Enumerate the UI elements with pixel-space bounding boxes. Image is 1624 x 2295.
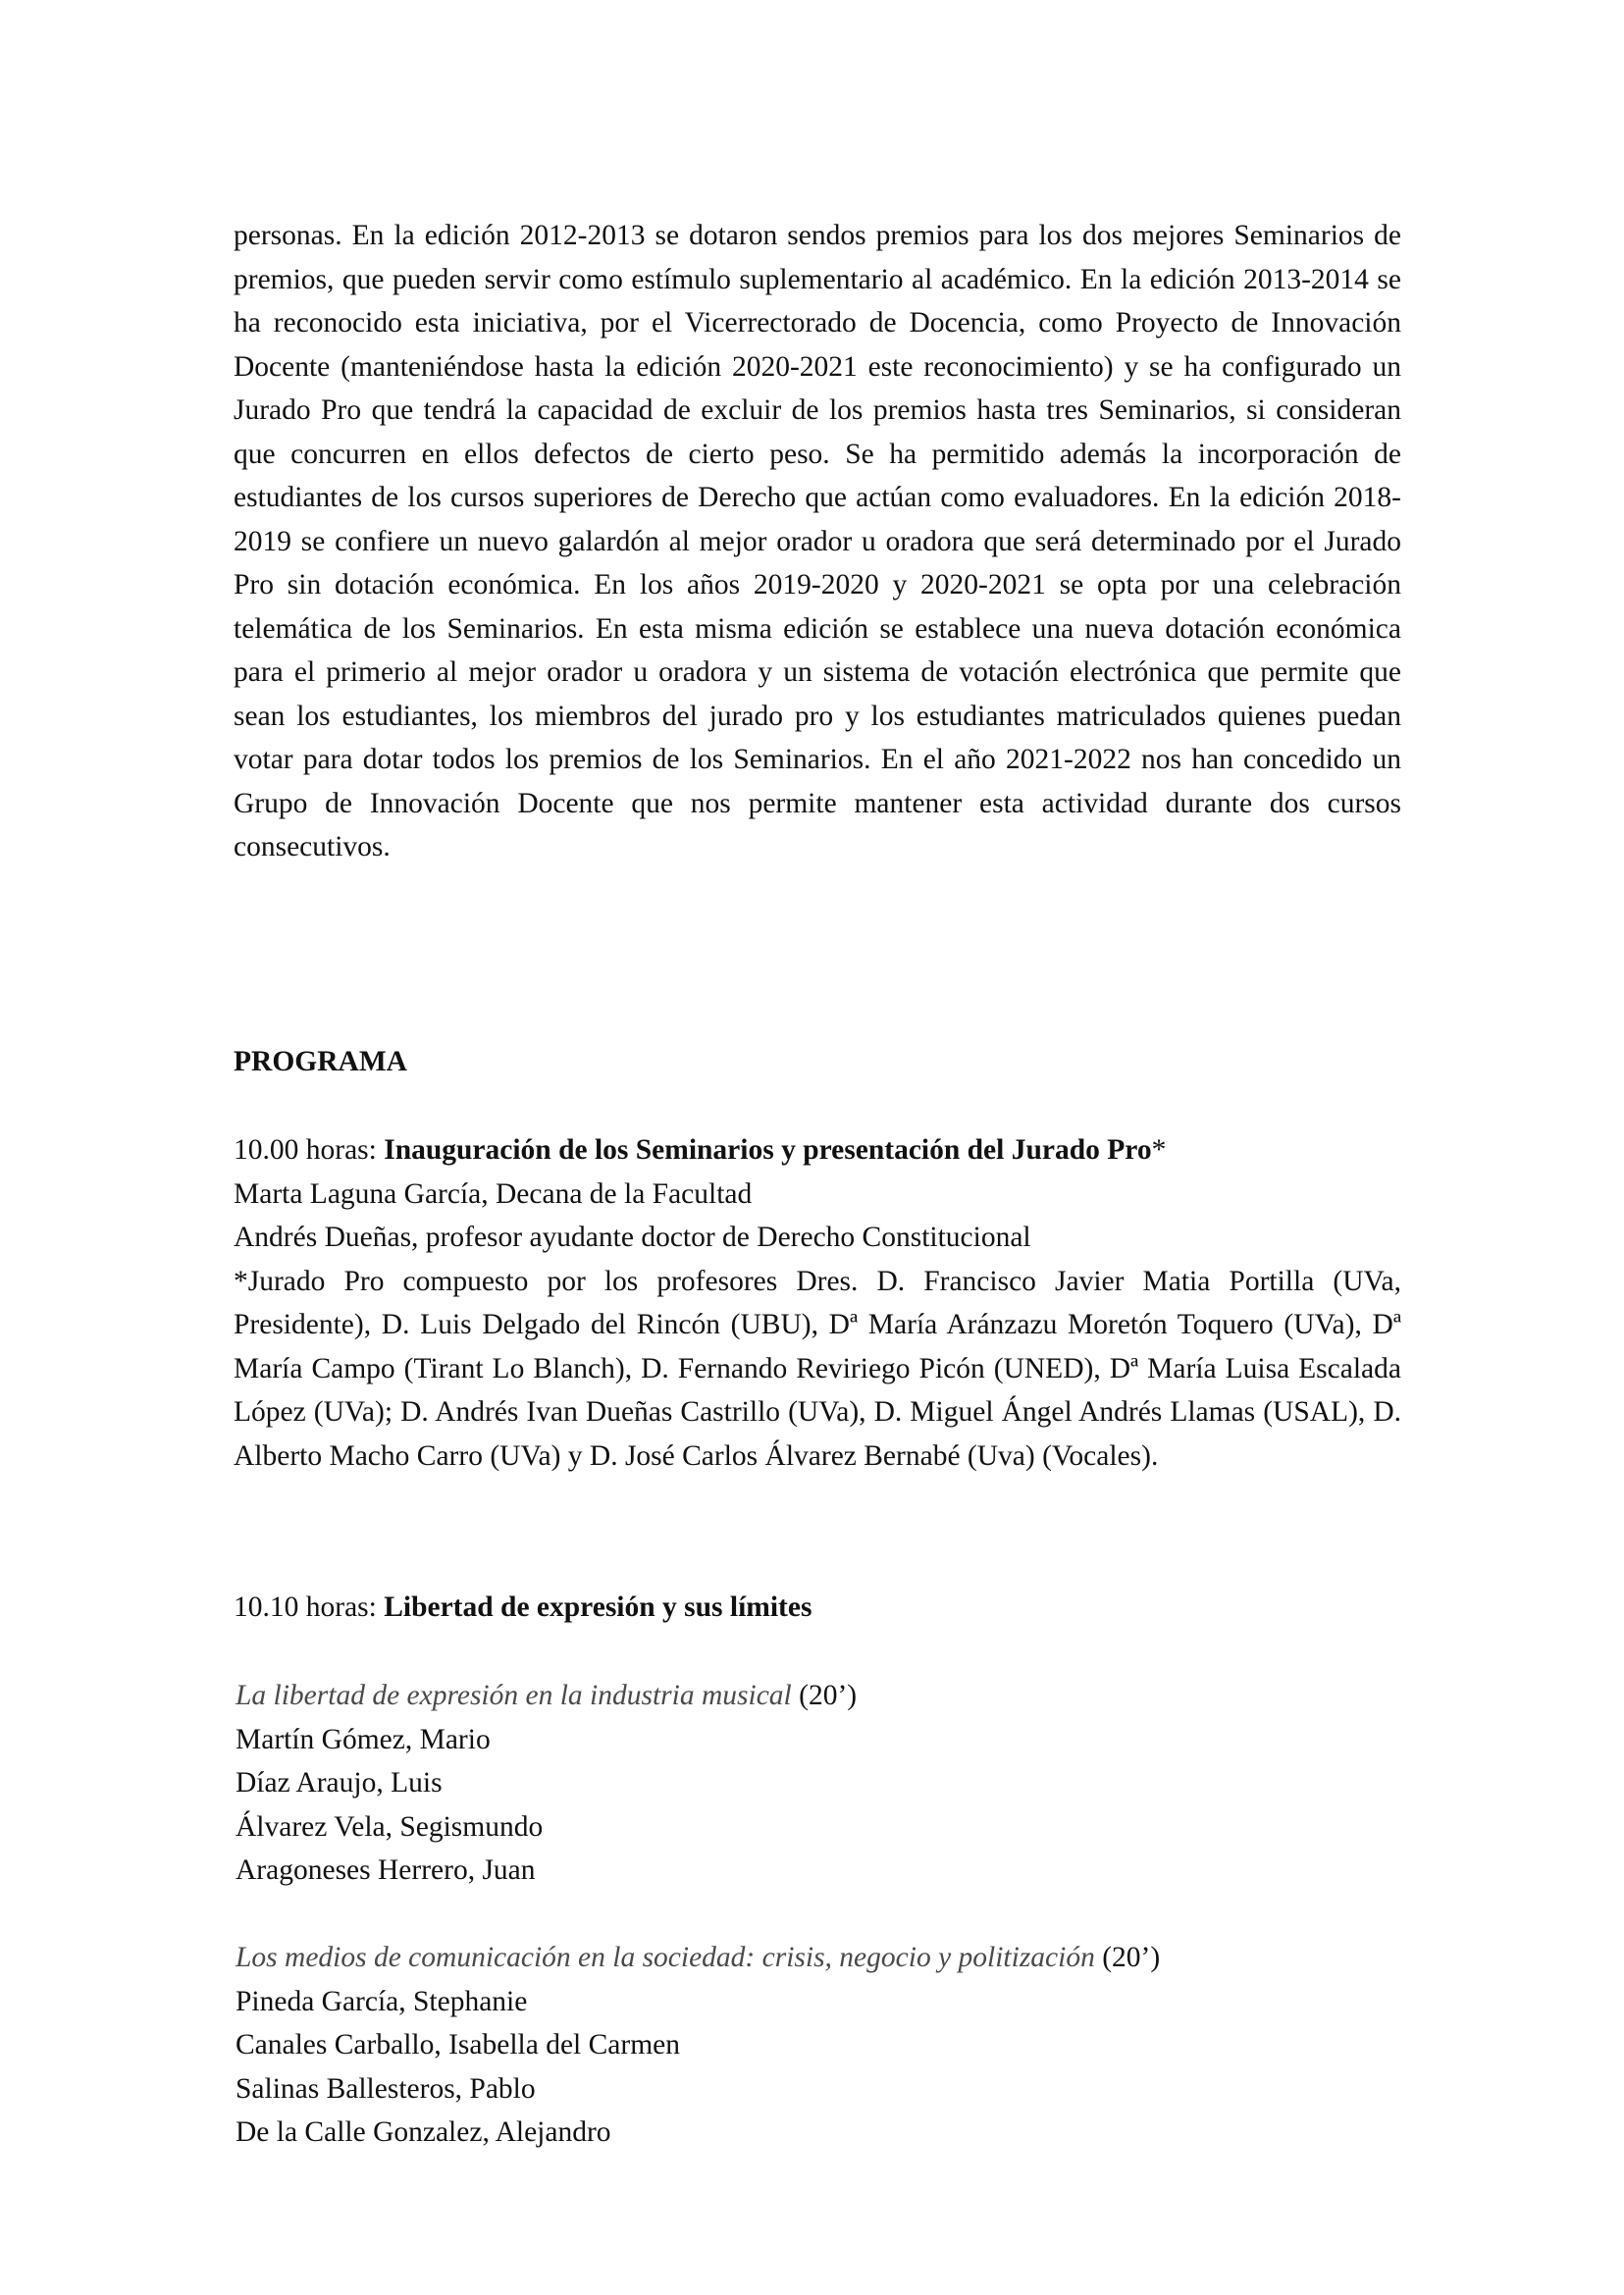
speaker-list	[236, 1718, 1403, 1893]
talk-title-line	[236, 1936, 1403, 1980]
speaker: Salinas Ballesteros, Pablo	[236, 2072, 536, 2105]
opening-session-header	[234, 1128, 1401, 1173]
session-2-header	[234, 1586, 1401, 1630]
speaker: De la Calle Gonzalez, Alejandro	[236, 2116, 611, 2148]
talk-title: Los medios de comunicación en la sociedad: crisis, negocio y politización	[236, 1942, 1095, 1973]
session-libertad-expresion	[234, 1586, 1401, 1630]
talk-medios-comunicacion	[236, 1936, 1403, 2155]
intro-paragraph: personas. En la edición 2012-2013 se dotaron sendos premios para los dos mejores Seminarios de premios, que pueden servir como estímulo suplementario al académico. En la edición 2013-2014 se ha reconocido esta iniciativa, por el Vicerrectorado de Docencia, como Proyecto de Innovación Docente (manteniéndose hasta la edición 2020-2021 este reconocimiento) y se ha configurado un Jurado Pro que tendrá la capacidad de excluir de los premios hasta tres Seminarios, si consideran que concurren en ellos defectos de cierto peso. Se ha permitido además la incorporación de estudiantes de los cursos superiores de Derecho que actúan como evaluadores. En la edición 2018-2019 se confiere un nuevo galardón al mejor orador u oradora que será determinado por el Jurado Pro sin dotación económica. En los años 2019-2020 y 2020-2021 se opta por una celebración telemática de los Seminarios. En esta misma edición se establece una nueva dotación económica para el primerio al mejor orador u oradora y un sistema de votación electrónica que permite que sean los estudiantes, los miembros del jurado pro y los estudiantes matriculados quienes puedan votar para dotar todos los premios de los Seminarios. En el año 2021-2022 nos han concedido un Grupo de Innovación Docente que nos permite mantener esta actividad durante dos cursos consecutivos.	[234, 220, 1401, 862]
talk-industria-musical	[236, 1674, 1403, 1893]
speaker: Aragoneses Herrero, Juan	[236, 1854, 536, 1886]
talk-duration: (20’)	[1094, 1942, 1161, 1973]
opening-speaker-dean: Marta Laguna García, Decana de la Facultad	[234, 1177, 753, 1210]
talk-title: La libertad de expresión en la industria musical	[236, 1680, 792, 1711]
talk-title-line	[236, 1674, 1403, 1718]
speaker: Pineda García, Stephanie	[236, 1985, 528, 2017]
jury-composition-note: *Jurado Pro compuesto por los profesores Dres. D. Francisco Javier Matia Portilla (UVa, Presidente), D. Luis Delgado del Rincón (UBU), Dª María Aránzazu Moretón Toquero (UVa), Dª María Campo (Tirant Lo Blanch), D. Fernando Reviriego Picón (UNED), Dª María Luisa Escalada López (UVa); D. Andrés Ivan Dueñas Castrillo (UVa), D. Miguel Ángel Andrés Llamas (USAL), D. Alberto Macho Carro (UVa) y D. José Carlos Álvarez Bernabé (Uva) (Vocales).	[234, 1265, 1401, 1472]
speaker: Álvarez Vela, Segismundo	[236, 1810, 544, 1843]
speaker: Díaz Araujo, Luis	[236, 1767, 443, 1799]
session-title: Libertad de expresión y sus límites	[384, 1591, 812, 1623]
session-time: 10.00 horas:	[234, 1134, 385, 1166]
speaker: Canales Carballo, Isabella del Carmen	[236, 2029, 680, 2060]
programa-heading: PROGRAMA	[234, 1046, 407, 1077]
speaker: Martín Gómez, Mario	[236, 1723, 491, 1755]
opening-speaker-professor: Andrés Dueñas, profesor ayudante doctor de Derecho Constitucional	[234, 1222, 1031, 1253]
talk-duration: (20’)	[791, 1680, 858, 1711]
session-title-suffix: *	[1151, 1134, 1167, 1166]
opening-session	[234, 1128, 1401, 1478]
session-title: Inauguración de los Seminarios y presentación del Jurado Pro	[384, 1134, 1152, 1166]
speaker-list	[236, 1980, 1403, 2155]
session-time: 10.10 horas:	[234, 1591, 385, 1623]
